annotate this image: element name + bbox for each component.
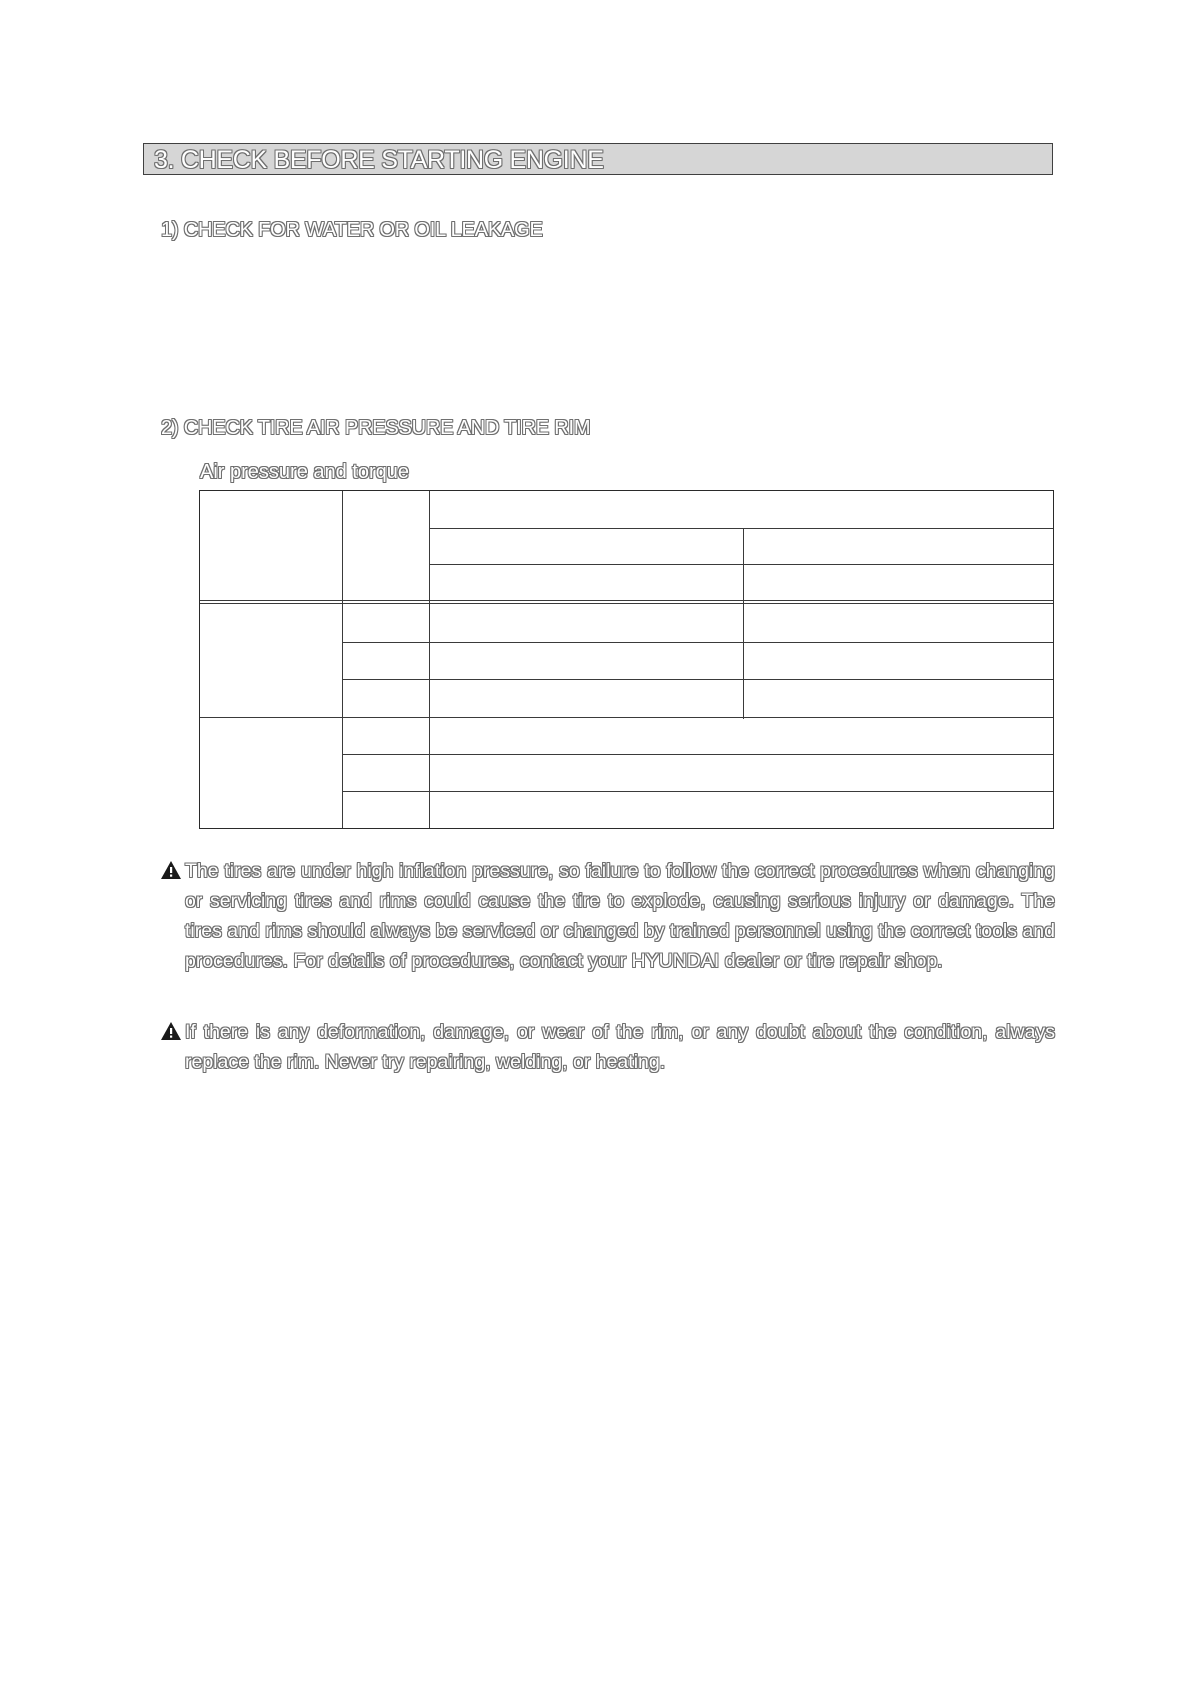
warning-note-tire-pressure (160, 856, 1055, 976)
section-header (143, 143, 1053, 175)
table-header-separator (200, 600, 1053, 604)
warning-triangle-icon (160, 860, 182, 880)
warning-note-text: The tires are under high inflation pressure, so failure to follow the correct procedures when changing or servicing tires and rims could cause the tire to explode, causing serious injury or damage. The tires and rims should always be serviced or changed by trained personnel using the correct tools and procedures. For details of procedures, contact your HYUNDAI dealer or tire repair shop. (185, 860, 1055, 972)
warning-note-text: If there is any deformation, damage, or wear of the rim, or any doubt about the condition, always replace the rim. Never try repairing, welding, or heating. (185, 1021, 1055, 1073)
table-divider (342, 791, 1053, 792)
air-pressure-torque-table (199, 490, 1054, 829)
table-divider (342, 679, 1053, 680)
table-divider (429, 491, 430, 828)
table-divider (342, 642, 1053, 643)
table-divider (200, 717, 1053, 718)
warning-note-rim (160, 1017, 1055, 1077)
table-divider (342, 491, 343, 828)
table-divider (743, 528, 744, 719)
subsection-title-tire-pressure: 2) CHECK TIRE AIR PRESSURE AND TIRE RIM (161, 417, 591, 439)
table-divider (342, 754, 1053, 755)
table-divider (429, 564, 1053, 565)
warning-triangle-icon (160, 1021, 182, 1041)
section-title: 3. CHECK BEFORE STARTING ENGINE (154, 146, 604, 174)
table-divider (429, 528, 1053, 529)
table-caption: Air pressure and torque (200, 461, 410, 483)
subsection-title-leakage: 1) CHECK FOR WATER OR OIL LEAKAGE (161, 219, 543, 241)
